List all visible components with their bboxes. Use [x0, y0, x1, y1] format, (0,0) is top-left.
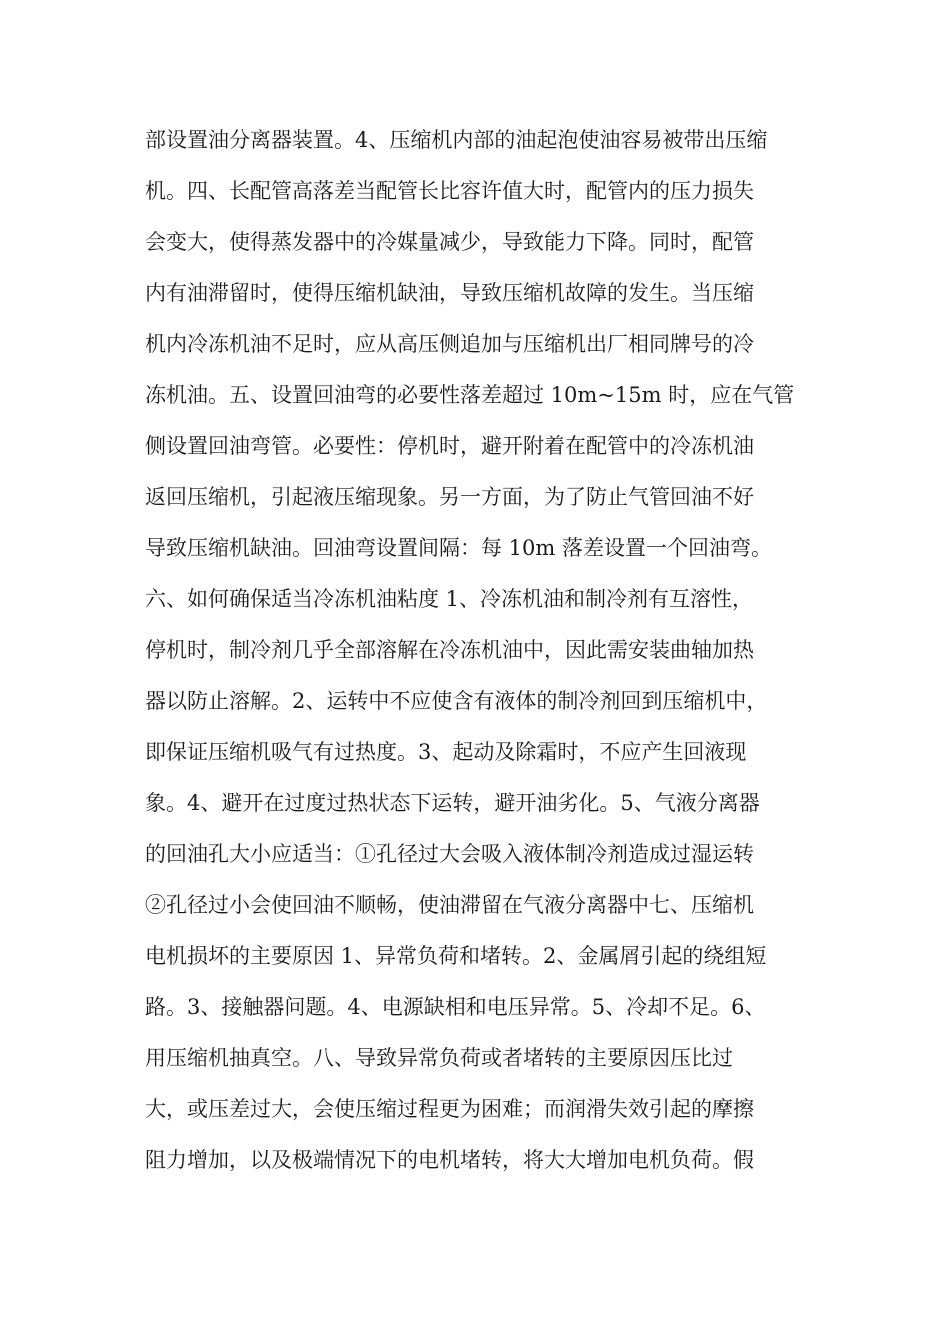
- text-line: 阻力增加，以及极端情况下的电机堵转，将大大增加电机负荷。假: [145, 1148, 754, 1172]
- text-line: 路。3、接触器问题。4、电源缺相和电压异常。5、冷却不足。6、: [145, 995, 766, 1019]
- body-text: [145, 115, 815, 1186]
- text-line: 象。4、避开在过度过热状态下运转，避开油劣化。5、气液分离器: [145, 791, 760, 815]
- text-line: 内有油滞留时，使得压缩机缺油，导致压缩机故障的发生。当压缩: [145, 281, 754, 305]
- text-line: 大，或压差过大，会使压缩过程更为困难；而润滑失效引起的摩擦: [145, 1097, 754, 1121]
- text-line: 机。四、长配管高落差当配管长比容许值大时，配管内的压力损失: [145, 179, 754, 203]
- text-line: 侧设置回油弯管。必要性：停机时，避开附着在配管中的冷冻机油: [145, 434, 754, 458]
- text-line: 冻机油。五、设置回油弯的必要性落差超过 10m~15m 时，应在气管: [145, 383, 795, 407]
- text-line: 机内冷冻机油不足时，应从高压侧追加与压缩机出厂相同牌号的冷: [145, 332, 754, 356]
- text-line: 导致压缩机缺油。回油弯设置间隔：每 10m 落差设置一个回油弯。: [145, 536, 772, 560]
- text-line: 部设置油分离器装置。4、压缩机内部的油起泡使油容易被带出压缩: [145, 128, 768, 152]
- text-line: 返回压缩机，引起液压缩现象。另一方面，为了防止气管回油不好: [145, 485, 754, 509]
- text-line: 六、如何确保适当冷冻机油粘度 1、冷冻机油和制冷剂有互溶性，: [145, 587, 754, 611]
- text-line: 即保证压缩机吸气有过热度。3、起动及除霜时，不应产生回液现: [145, 740, 747, 764]
- text-line: 的回油孔大小应适当：①孔径过大会吸入液体制冷剂造成过湿运转: [145, 842, 754, 866]
- text-line: 停机时，制冷剂几乎全部溶解在冷冻机油中，因此需安装曲轴加热: [145, 638, 754, 662]
- text-line: 电机损坏的主要原因 1、异常负荷和堵转。2、金属屑引起的绕组短: [145, 944, 767, 968]
- text-line: ②孔径过小会使回油不顺畅，使油滞留在气液分离器中七、压缩机: [145, 893, 754, 917]
- text-line: 器以防止溶解。2、运转中不应使含有液体的制冷剂回到压缩机中，: [145, 689, 768, 713]
- text-line: 用压缩机抽真空。八、导致异常负荷或者堵转的主要原因压比过: [145, 1046, 733, 1070]
- text-line: 会变大，使得蒸发器中的冷媒量减少，导致能力下降。同时，配管: [145, 230, 754, 254]
